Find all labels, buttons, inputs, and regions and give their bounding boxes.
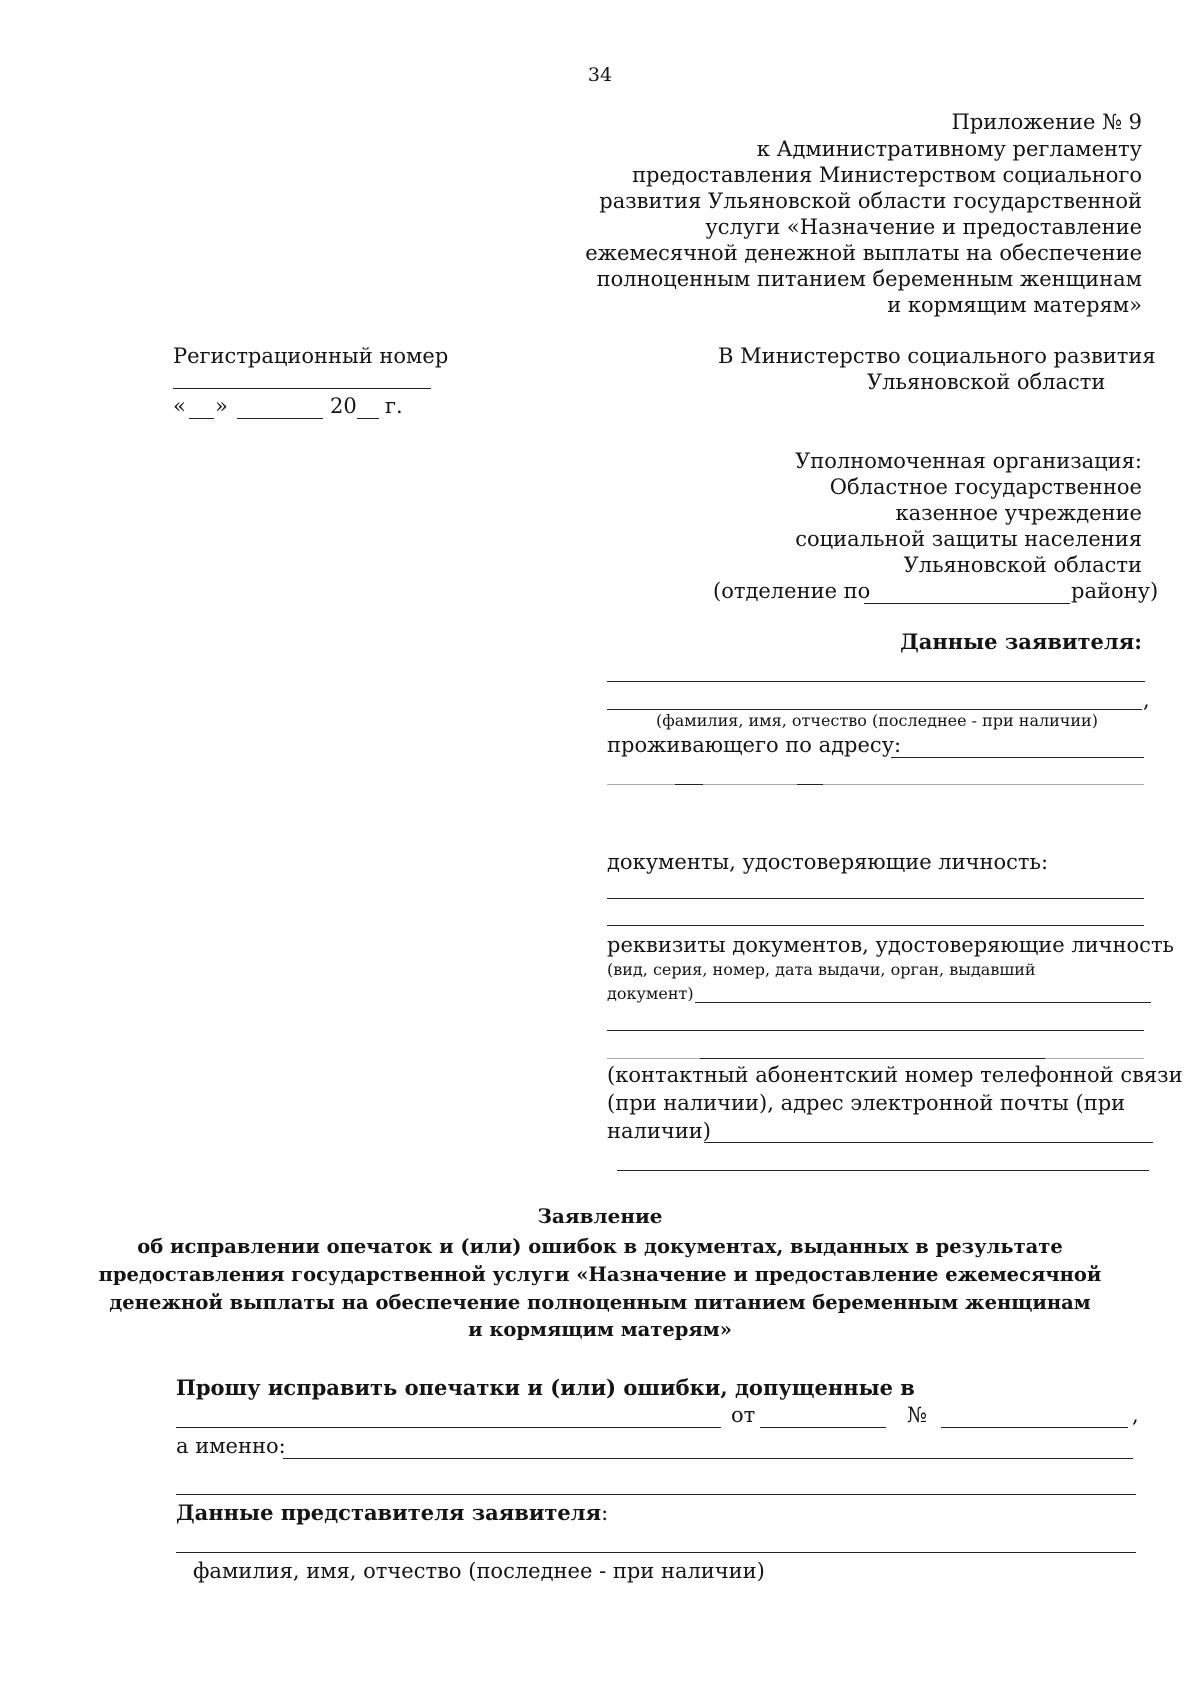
applicant-heading: Данные заявителя:	[900, 629, 1142, 654]
date-year-suffix: г.	[385, 394, 403, 418]
requisites-line-2	[607, 1030, 1144, 1031]
addressee-line-1: В Министерство социального развития	[718, 344, 1156, 368]
appendix-line-8: и кормящим матерям»	[887, 293, 1142, 317]
address-line-2-mark-1	[675, 784, 703, 785]
org-line-5: Ульяновской области	[903, 553, 1142, 577]
date-year-line	[357, 418, 379, 419]
namely-label: а именно:	[176, 1434, 286, 1458]
requisites-line-1	[695, 1002, 1151, 1003]
applicant-name-hint: (фамилия, имя, отчество (последнее - при наличии)	[656, 711, 1098, 730]
page-number: 34	[587, 64, 613, 86]
date-close-quote: »	[215, 394, 228, 418]
addressee-line-2: Ульяновской области	[867, 370, 1106, 394]
org-line-4: социальной защиты населения	[795, 527, 1142, 551]
representative-heading: Данные представителя заявителя	[176, 1500, 602, 1525]
contact-line-2: (при наличии), адрес электронной почты (при	[607, 1091, 1126, 1115]
request-document-line	[176, 1427, 721, 1428]
docs-line-1	[607, 898, 1144, 899]
contact-line-3: наличии)	[607, 1119, 711, 1143]
requisites-line-3-mark	[700, 1058, 1045, 1059]
requisites-hint-1: (вид, серия, номер, дата выдачи, орган, выдавший	[607, 960, 1036, 979]
applicant-name-comma: ,	[1143, 688, 1150, 712]
docs-label: документы, удостоверяющие личность:	[607, 850, 1049, 874]
address-line-1	[891, 757, 1144, 758]
appendix-line-3: предоставления Министерством социального	[632, 163, 1142, 187]
date-open-quote: «	[173, 394, 186, 418]
statement-subtitle-1: об исправлении опечаток и (или) ошибок в документах, выданных в результате	[137, 1235, 1063, 1258]
registration-number-label: Регистрационный номер	[173, 344, 449, 368]
namely-line-1	[283, 1458, 1133, 1459]
contact-line-a	[704, 1142, 1153, 1143]
org-line-1: Уполномоченная организация:	[795, 449, 1142, 473]
docs-line-2	[607, 925, 1144, 926]
branch-prefix: (отделение по	[713, 579, 871, 603]
representative-name-line	[176, 1552, 1136, 1553]
statement-subtitle-4: и кормящим матерям»	[468, 1318, 732, 1341]
statement-subtitle-3: денежной выплаты на обеспечение полноценным питанием беременным женщинам	[109, 1291, 1091, 1314]
request-heading: Прошу исправить опечатки и (или) ошибки, допущенные в	[176, 1375, 915, 1400]
request-from-label: от	[731, 1403, 756, 1427]
applicant-name-line-1	[607, 681, 1145, 682]
appendix-line-7: полноценным питанием беременным женщинам	[596, 267, 1142, 291]
appendix-line-6: ежемесячной денежной выплаты на обеспечение	[585, 241, 1142, 265]
registration-number-line	[173, 388, 431, 389]
org-line-3: казенное учреждение	[895, 501, 1142, 525]
branch-district-line	[864, 603, 1070, 604]
request-number-line	[941, 1427, 1128, 1428]
org-line-2: Областное государственное	[829, 475, 1142, 499]
representative-heading-wrap	[176, 1499, 608, 1527]
address-line-2-mark-2	[797, 784, 823, 785]
date-year-prefix: 20	[330, 394, 357, 418]
appendix-line-4: развития Ульяновской области государственной	[599, 189, 1142, 213]
appendix-line-2: к Административному регламенту	[756, 137, 1142, 161]
requisites-label: реквизиты документов, удостоверяющие личность	[607, 933, 1174, 957]
address-label: проживающего по адресу:	[607, 733, 902, 757]
request-date-line	[760, 1427, 886, 1428]
appendix-line-5: услуги «Назначение и предоставление	[705, 215, 1142, 239]
contact-line-1: (контактный абонентский номер телефонной связи	[607, 1063, 1183, 1087]
representative-heading-colon: :	[601, 1501, 609, 1525]
request-number-label: №	[907, 1403, 927, 1427]
representative-name-hint: фамилия, имя, отчество (последнее - при наличии)	[193, 1559, 765, 1583]
requisites-hint-2: документ)	[607, 984, 694, 1003]
contact-line-b	[617, 1170, 1149, 1171]
request-trailing-comma: ,	[1132, 1403, 1139, 1427]
date-month-line	[237, 418, 323, 419]
branch-suffix: району)	[1071, 579, 1159, 603]
statement-title: Заявление	[537, 1204, 663, 1228]
statement-subtitle-2: предоставления государственной услуги «Назначение и предоставление ежемесячной	[98, 1263, 1102, 1286]
date-day-line	[189, 418, 214, 419]
namely-line-2	[176, 1494, 1136, 1495]
appendix-line-1: Приложение № 9	[951, 110, 1142, 134]
